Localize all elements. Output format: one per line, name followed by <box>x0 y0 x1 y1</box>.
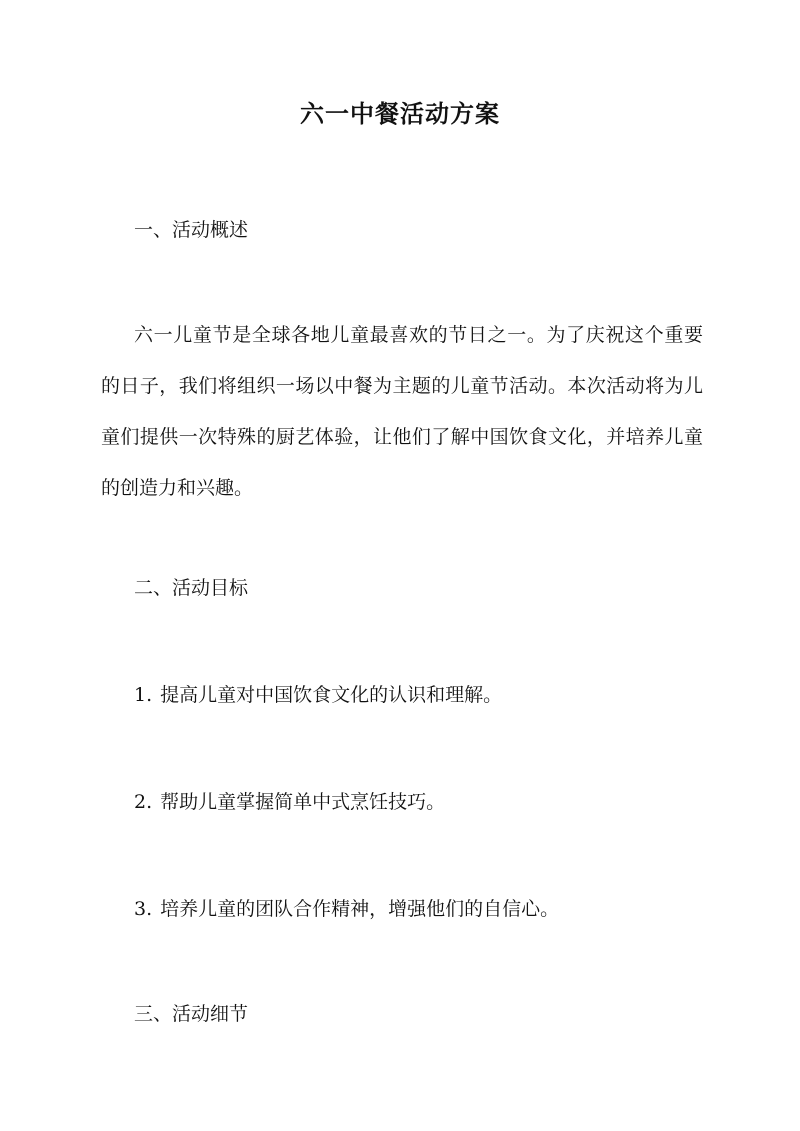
goal-list-item <box>134 788 445 816</box>
list-item-number: 2. <box>134 791 153 813</box>
overview-paragraph: 六一儿童节是全球各地儿童最喜欢的节日之一。为了庆祝这个重要的日子，我们将组织一场以中餐为主题的儿童节活动。本次活动将为儿童们提供一次特殊的厨艺体验，让他们了解中国饮食文化，并培养儿童的创造力和兴趣。 <box>101 324 703 499</box>
list-item-text: 帮助儿童掌握简单中式烹饪技巧。 <box>160 791 446 813</box>
list-item-text: 提高儿童对中国饮食文化的认识和理解。 <box>160 684 503 706</box>
list-item-text: 培养儿童的团队合作精神，增强他们的自信心。 <box>160 898 560 920</box>
list-item-number: 3. <box>134 898 153 920</box>
section-heading-details: 三、活动细节 <box>134 1003 249 1025</box>
goal-list-item <box>134 681 502 709</box>
goal-list-item <box>134 895 559 923</box>
page-title: 六一中餐活动方案 <box>300 99 500 128</box>
section-heading-overview: 一、活动概述 <box>134 219 249 241</box>
section-heading-goals: 二、活动目标 <box>134 577 249 599</box>
list-item-number: 1. <box>134 684 153 706</box>
